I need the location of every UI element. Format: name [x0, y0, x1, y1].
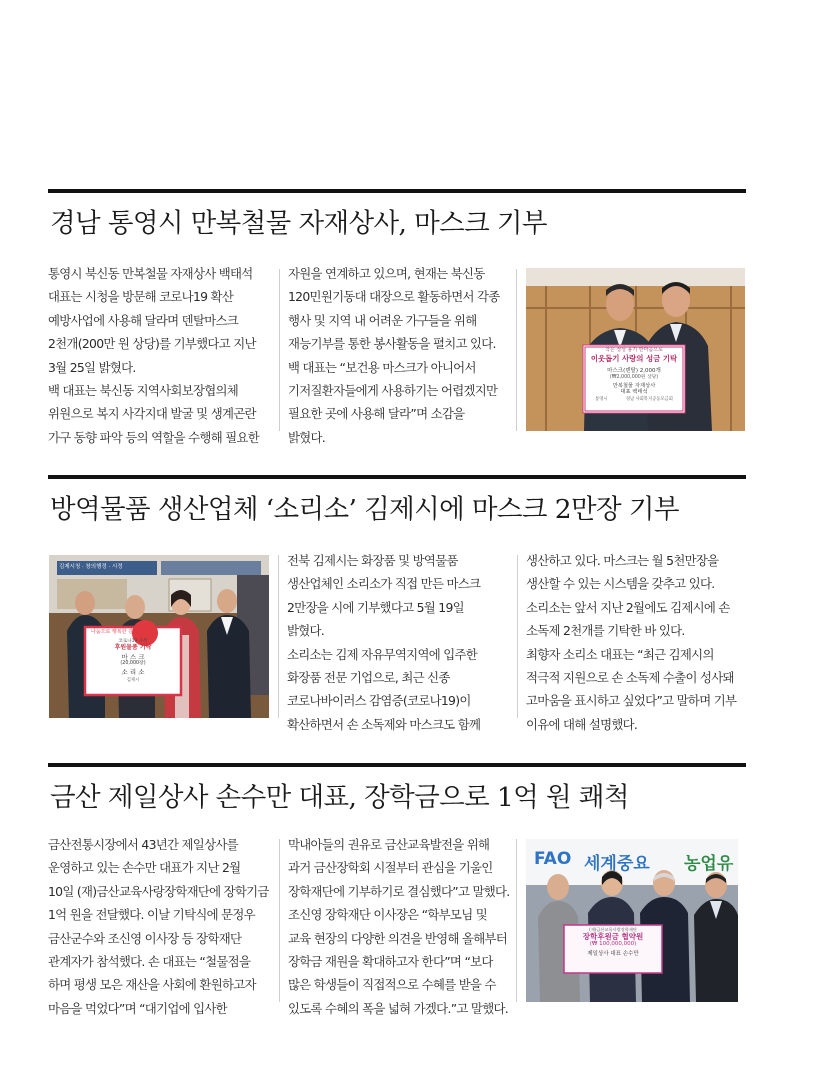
article-body-col-1: [48, 833, 272, 1020]
sign-org-label: 통영시: [595, 397, 608, 403]
article-headline: 경남 통영시 만복철물 자재상사, 마스크 기부: [50, 208, 547, 239]
article-text-line: 백 대표는 북신동 지역사회보장협의체: [48, 383, 239, 399]
article-text-line: 통영시 북신동 만복철물 자재상사 백태석: [48, 266, 253, 281]
fao-label: FAO: [534, 849, 572, 869]
article-text-line: 1억 원을 전달했다. 이날 기탁식에 문정우: [48, 907, 255, 923]
article-text-line: 적극적 지원으로 손 소독제 수출이 성사돼: [526, 670, 734, 686]
article-text-line: 금산전통시장에서 43년간 제일상사를: [48, 837, 238, 852]
article-text-line: 10일 (재)금산교육사랑장학재단에 장학기금: [48, 883, 269, 899]
article-text-line: 생산업체인 소리소가 직접 만든 마스크: [287, 576, 481, 592]
column-divider: [517, 555, 518, 718]
article-text-line: 소리소는 김제 자유무역지역에 입주한: [287, 646, 478, 662]
column-divider: [279, 269, 280, 431]
article-text-line: 과거 금산장학회 시절부터 관심을 기울인: [288, 860, 493, 876]
donation-sign: (재)금산교육사랑장학재단 장학후원금 협약원 (₩ 100,000,000) 제일상사 대표 손수만: [582, 927, 644, 957]
article-text-line: 조신영 장학재단 이사장은 “학부모님 및: [288, 907, 487, 923]
column-divider: [516, 839, 517, 1002]
article-text-line: 행사 및 지역 내 어려운 가구들을 위해: [288, 312, 477, 328]
article-text-line: 교육 현장의 다양한 의견을 반영해 올해부터: [288, 930, 508, 946]
donation-photo: [49, 555, 269, 718]
article-text-line: 위원으로 복지 사각지대 발굴 및 생계곤란: [48, 406, 256, 422]
article-text-line: 생산하고 있다. 마스크는 월 5천만장을: [526, 553, 719, 568]
article-text-line: 하며 평생 모은 재산을 사회에 환원하고자: [48, 977, 256, 993]
article-text-line: 밝혔다.: [288, 429, 326, 445]
article-text-line: 2천개(200만 원 상당)를 기부했다고 지난: [48, 336, 256, 352]
article-text-line: 많은 학생들이 직접적으로 수혜를 받을 수: [288, 977, 496, 993]
article-text-line: 전북 김제시는 화장품 및 방역물품: [287, 553, 458, 568]
article-body-col-1: [287, 549, 515, 736]
article-body-col-2: [526, 549, 746, 736]
article-text-line: 2만장을 시에 기부했다고 5월 19일: [287, 599, 464, 615]
column-divider: [278, 555, 279, 718]
article-body-col-2: [288, 262, 516, 449]
article-text-line: 이유에 대해 설명했다.: [526, 716, 638, 732]
column-divider: [516, 269, 517, 431]
article-text-line: 장학금 재원을 확대하고자 한다”며 “보다: [288, 954, 493, 970]
article-text-line: 재능기부를 통한 봉사활동을 펼치고 있다.: [288, 336, 496, 352]
banner-title: 농업유: [684, 854, 734, 874]
donation-photo: [526, 268, 745, 431]
fao-banner: [534, 847, 738, 873]
article-text-line: 소독제 2천개를 기탁한 바 있다.: [526, 623, 685, 639]
article-text-line: 최향자 소리소 대표는 “최근 김제시의: [526, 646, 714, 662]
article-text-line: 막내아들의 권유로 금산교육발전을 위해: [288, 837, 490, 852]
section-rule: [48, 475, 746, 479]
donation-sign: 작은 정성 용기 한마음으로 이웃돕기 사랑의 성금 기탁 마스크(덴탈) 2,000개 (₩2,000,000원 상당) 만복철물 자재상사 대표 백태석 통영시 경남 사회복지공동모금회: [590, 347, 678, 403]
banner-title: 세계중요: [584, 854, 650, 874]
section-rule: [48, 189, 746, 193]
article-text-line: 고마움을 표시하고 싶었다”고 말하며 기부: [526, 693, 737, 709]
article-body-col-2: [288, 833, 516, 1020]
article-text-line: 있도록 수혜의 폭을 넓혀 가겠다.”고 말했다.: [288, 1000, 508, 1016]
article-headline: 금산 제일상사 손수만 대표, 장학금으로 1억 원 쾌척: [50, 782, 629, 813]
article-text-line: 관계자가 참석했다. 손 대표는 “철물점을: [48, 954, 251, 970]
article-text-line: 화장품 전문 기업으로, 최근 신종: [287, 670, 450, 686]
article-text-line: 예방사업에 사용해 달라며 덴탈마스크: [48, 312, 239, 328]
article-body-col-1: [48, 262, 272, 449]
article-text-line: 가구 동향 파악 등의 역할을 수행해 필요한: [48, 429, 260, 445]
article-text-line: 마음을 먹었다”며 “대기업에 입사한: [48, 1000, 227, 1016]
article-text-line: 생산할 수 있는 시스템을 갖추고 있다.: [526, 576, 715, 592]
article-text-line: 밝혔다.: [287, 623, 325, 639]
article-3: [48, 763, 746, 1016]
article-headline: 방역물품 생산업체 ‘소리소’ 김제시에 마스크 2만장 기부: [50, 494, 679, 525]
article-text-line: 백 대표는 “보건용 마스크가 아니어서: [288, 359, 476, 375]
wall-banner: 김제시청 · 창의행정 · 시정: [59, 564, 123, 570]
article-text-line: 운영하고 있는 손수만 대표가 지난 2월: [48, 860, 241, 876]
article-text-line: 필요한 곳에 사용해 달라”며 소감을: [288, 406, 465, 422]
article-1: [48, 189, 746, 445]
column-divider: [279, 839, 280, 1002]
article-2: [48, 475, 746, 732]
article-text-line: 확산하면서 손 소독제와 마스크도 함께: [287, 716, 481, 732]
article-text-line: 장학재단에 기부하기로 결심했다”고 말했다.: [288, 883, 510, 899]
article-text-line: 120민원기동대 대장으로 활동하면서 각종: [288, 289, 500, 305]
article-text-line: 기저질환자들에게 사용하기는 어렵겠지만: [288, 383, 498, 399]
article-text-line: 금산군수와 조신영 이사장 등 장학재단: [48, 930, 242, 946]
article-text-line: 소리소는 앞서 지난 2월에도 김제시에 손: [526, 599, 730, 615]
article-text-line: 대표는 시청을 방문해 코로나19 확산: [48, 289, 234, 305]
donation-photo: [526, 839, 738, 1002]
donation-sign: 나눔으로 행복한 김제 코로나19 극복 후원물품 기탁 마 스 크 (20,000장) 소 리 소 김제시: [91, 629, 152, 683]
sign-org-label: 경남 사회복지공동모금회: [625, 397, 673, 403]
section-rule: [48, 763, 746, 767]
article-text-line: 코로나바이러스 감염증(코로나19)이: [287, 693, 471, 709]
article-text-line: 자원을 연계하고 있으며, 현재는 북신동: [288, 266, 485, 281]
article-text-line: 3월 25일 밝혔다.: [48, 359, 136, 375]
